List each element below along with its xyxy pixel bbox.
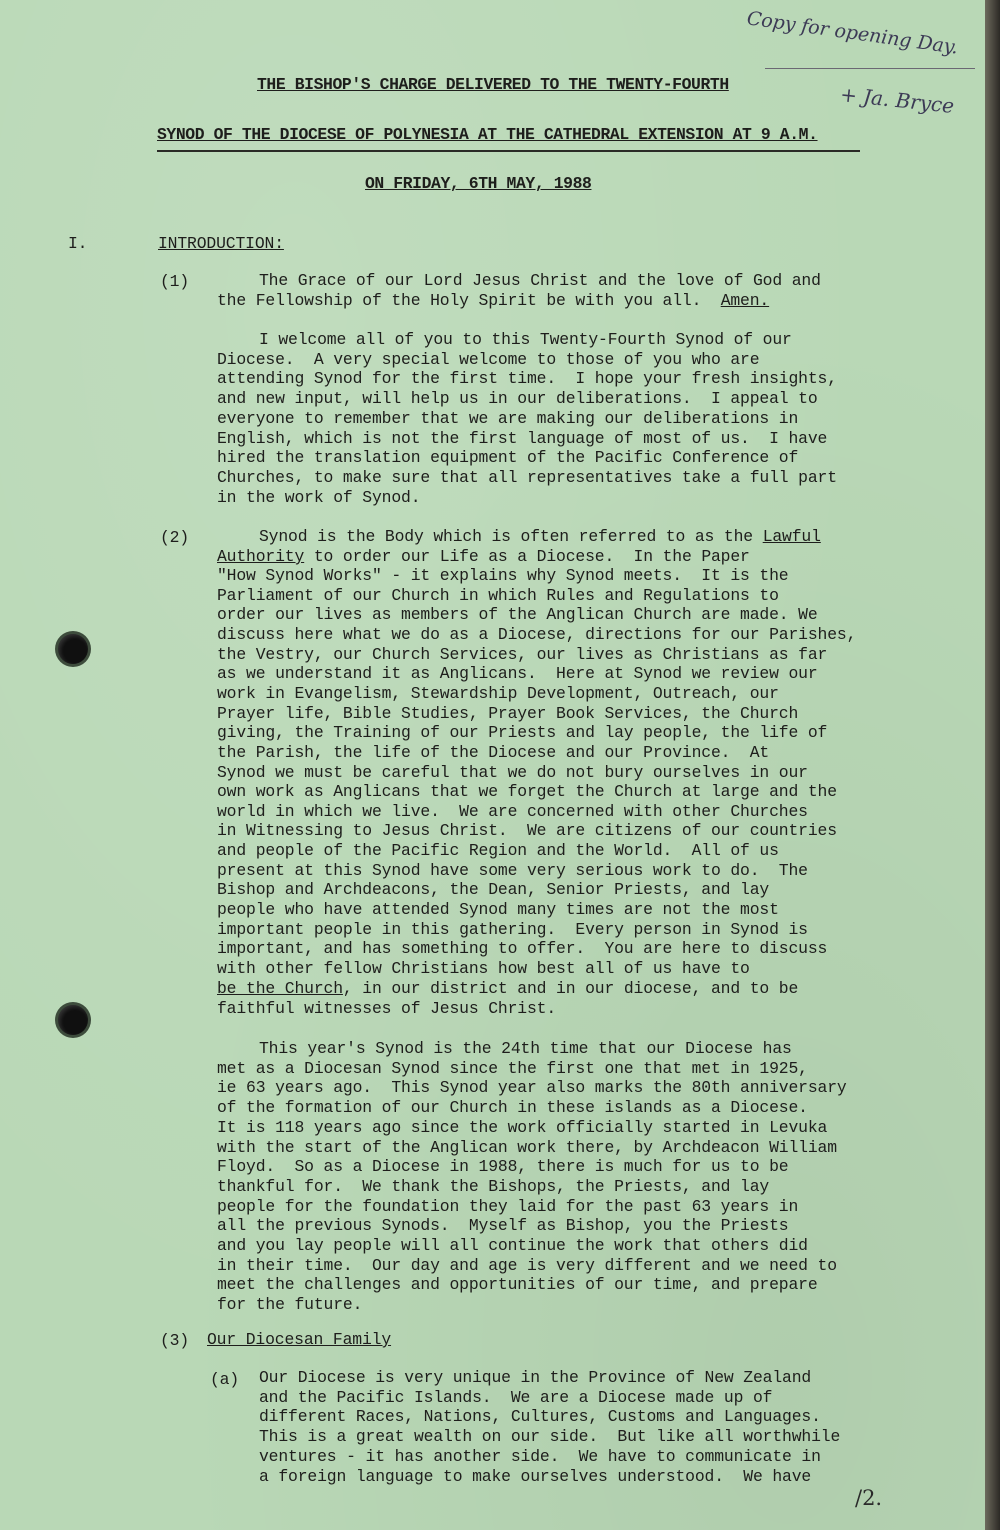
title-line-1: THE BISHOP'S CHARGE DELIVERED TO THE TWENTY-FOURTH	[257, 75, 729, 94]
text-line: met as a Diocesan Synod since the first one that met in 1925,	[217, 1058, 808, 1078]
be-the-church-underlined: be the Church	[217, 979, 343, 998]
text-line: hired the translation equipment of the Pacific Conference of	[217, 448, 799, 468]
text-line: ie 63 years ago. This Synod year also marks the 80th anniversary	[217, 1078, 847, 1098]
text-line: the Vestry, our Church Services, our lives as Christians as far	[217, 644, 828, 664]
section-number: I.	[68, 234, 88, 253]
text-line: people for the foundation they laid for the past 63 years in	[217, 1196, 799, 1216]
text-line: Floyd. So as a Diocese in 1988, there is much for us to be	[217, 1157, 789, 1177]
text-line: the Parish, the life of the Diocese and our Province. At	[217, 742, 770, 762]
text-span: the Fellowship of the Holy Spirit be with you all.	[217, 291, 702, 310]
text-line: work in Evangelism, Stewardship Development, Outreach, our	[217, 683, 779, 703]
text-line: of the formation of our Church in these islands as a Diocese.	[217, 1098, 808, 1118]
text-line: faithful witnesses of Jesus Christ.	[217, 999, 557, 1018]
text-line: Churches, to make sure that all representatives take a full part	[217, 467, 837, 487]
title-line-3: ON FRIDAY, 6TH MAY, 1988	[365, 174, 592, 193]
paragraph-number: (3)	[160, 1331, 190, 1350]
text-line: in Witnessing to Jesus Christ. We are citizens of our countries	[217, 821, 837, 841]
text-line: It is 118 years ago since the work officially started in Levuka	[217, 1117, 828, 1137]
text-line: and you lay people will all continue the work that others did	[217, 1236, 808, 1255]
text-line: order our lives as members of the Anglican Church are made. We	[217, 605, 818, 625]
text-line: a foreign language to make ourselves understood. We have	[259, 1466, 812, 1486]
page-number: /2.	[855, 1486, 883, 1510]
text-line: everyone to remember that we are making our deliberations in	[217, 408, 799, 428]
text-line: This year's Synod is the 24th time that our Diocese has	[259, 1039, 792, 1058]
text-line: Prayer life, Bible Studies, Prayer Book Services, the Church	[217, 703, 799, 723]
text-line: with other fellow Christians how best all of us have to	[217, 959, 750, 978]
text-line: thankful for. We thank the Bishops, the Priests, and lay	[217, 1176, 770, 1196]
text-line: people who have attended Synod many times are not the most	[217, 900, 779, 920]
paragraph-number: (1)	[160, 272, 190, 291]
punch-hole-bottom	[58, 1005, 88, 1035]
text-line: as we understand it as Anglicans. Here at Synod we review our	[217, 664, 818, 684]
text-line: attending Synod for the first time. I hope your fresh insights,	[217, 369, 837, 389]
text-line: for the future.	[217, 1295, 363, 1315]
subsection-title: Our Diocesan Family	[207, 1330, 392, 1349]
text-span: , in our district and in our diocese, and to be	[342, 979, 799, 998]
handwritten-signature: + Ja. Bryce	[839, 82, 956, 118]
text-line: Synod we must be careful that we do not bury ourselves in our	[217, 762, 808, 782]
text-line: with the start of the Anglican work there, by Archdeacon William	[217, 1137, 837, 1157]
text-line: I welcome all of you to this Twenty-Fourth Synod of our	[259, 330, 792, 349]
text-line: Bishop and Archdeacons, the Dean, Senior Priests, and lay	[217, 880, 770, 900]
title-rule	[157, 150, 860, 152]
text-line: "How Synod Works" - it explains why Synod meets. It is the	[217, 566, 789, 585]
text-line: ventures - it has another side. We have to communicate in	[259, 1446, 821, 1466]
paragraph-number: (2)	[160, 528, 190, 547]
text-line: important people in this gathering. Every person in Synod is	[217, 919, 808, 939]
text-line	[217, 293, 769, 309]
handwritten-note: Copy for opening Day.	[745, 7, 960, 59]
text-span: Synod is the Body which is often referred to as the	[259, 527, 753, 546]
text-line: discuss here what we do as a Diocese, directions for our Parishes,	[217, 624, 857, 644]
text-line: The Grace of our Lord Jesus Christ and the love of God and	[259, 271, 821, 290]
text-line: different Races, Nations, Cultures, Customs and Languages.	[259, 1407, 821, 1427]
text-line: in their time. Our day and age is very different and we need to	[217, 1255, 837, 1275]
authority-underlined: Authority	[217, 547, 305, 566]
text-line	[217, 549, 750, 565]
text-line: meet the challenges and opportunities of our time, and prepare	[217, 1275, 818, 1295]
text-line: This is a great wealth on our side. But like all worthwhile	[259, 1427, 841, 1447]
title-line-2: SYNOD OF THE DIOCESE OF POLYNESIA AT THE CATHEDRAL EXTENSION AT 9 A.M.	[157, 125, 818, 144]
text-line: and new input, will help us in our deliberations. I appeal to	[217, 389, 818, 409]
text-line: Parliament of our Church in which Rules and Regulations to	[217, 585, 779, 605]
handwritten-underline	[765, 68, 975, 69]
text-line: present at this Synod have some very serious work to do. The	[217, 860, 808, 880]
text-line: Our Diocese is very unique in the Province of New Zealand	[259, 1368, 812, 1387]
lawful-underlined: Lawful	[762, 527, 821, 546]
text-line	[259, 529, 821, 545]
text-line: all the previous Synods. Myself as Bishop, you the Priests	[217, 1216, 789, 1236]
text-line: world in which we live. We are concerned with other Churches	[217, 801, 808, 821]
text-line: giving, the Training of our Priests and lay people, the life of	[217, 723, 828, 743]
text-line: important, and has something to offer. You are here to discuss	[217, 939, 828, 959]
section-title: INTRODUCTION:	[158, 234, 284, 253]
text-line: in the work of Synod.	[217, 487, 421, 507]
text-line: Diocese. A very special welcome to those of you who are	[217, 349, 760, 369]
page-edge	[985, 0, 1000, 1530]
paragraph-number: (a)	[210, 1370, 240, 1389]
text-line	[217, 981, 798, 997]
text-span: to order our Life as a Diocese. In the Paper	[304, 547, 750, 566]
text-line: own work as Anglicans that we forget the Church at large and the	[217, 782, 837, 802]
text-line: and the Pacific Islands. We are a Diocese made up of	[259, 1387, 773, 1407]
punch-hole-top	[58, 634, 88, 664]
text-line: and people of the Pacific Region and the World. All of us	[217, 841, 779, 861]
text-line: English, which is not the first language of most of us. I have	[217, 428, 828, 448]
amen-underlined: Amen.	[720, 291, 770, 310]
